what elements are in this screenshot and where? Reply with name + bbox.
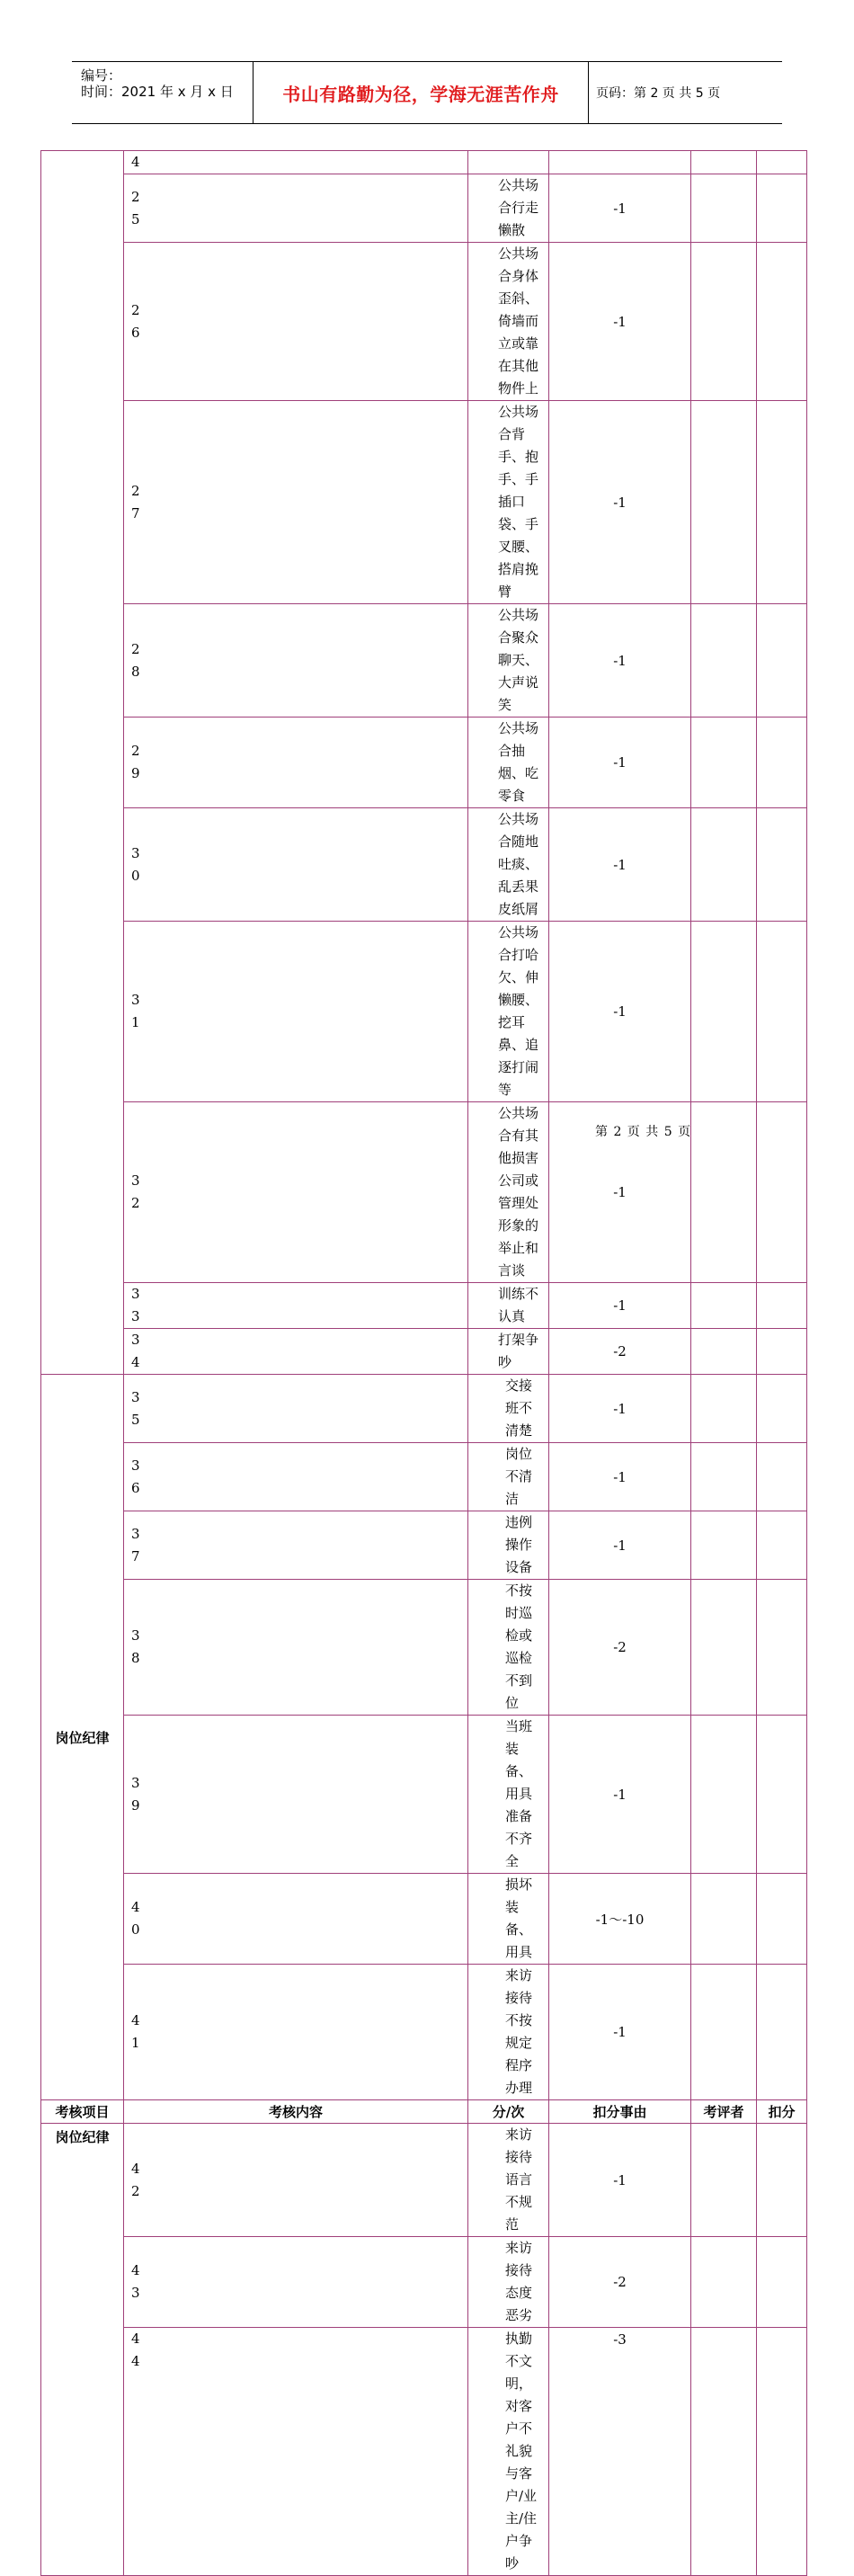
- code-label: 编号：: [81, 67, 122, 84]
- item-number-text: 26: [131, 301, 140, 341]
- reason-cell: [691, 151, 757, 174]
- table-row: [41, 1965, 807, 2100]
- item-content: 公共场合身体歪斜、倚墙而立或靠在其他物件上: [468, 243, 549, 401]
- assessor-cell: [757, 1329, 807, 1375]
- assessor-cell: [757, 174, 807, 243]
- reason-cell: [691, 1329, 757, 1375]
- assessment-table: [40, 150, 807, 2576]
- item-content: 训练不认真: [468, 1283, 549, 1329]
- column-header: 分/次: [468, 2100, 549, 2124]
- item-number: [124, 2124, 468, 2237]
- item-score: -2: [549, 1580, 691, 1716]
- item-number-text: 29: [131, 743, 140, 781]
- assessor-cell: [757, 151, 807, 174]
- item-score: -2: [549, 1329, 691, 1375]
- page-footer: 第 2 页 共 5 页: [595, 1125, 692, 1139]
- item-number: [124, 808, 468, 922]
- item-content: [468, 151, 549, 174]
- assessment-table-body: [41, 151, 807, 2576]
- item-number-text: 30: [131, 844, 140, 884]
- table-row: [41, 1375, 807, 1443]
- table-row: [41, 2328, 807, 2576]
- assessor-cell: [757, 1375, 807, 1443]
- header-meta: [72, 62, 253, 123]
- column-header: 扣分事由: [549, 2100, 691, 2124]
- item-number-text: 28: [131, 640, 140, 680]
- reason-cell: [691, 243, 757, 401]
- item-number: [124, 2328, 468, 2576]
- item-content: 岗位不清洁: [468, 1443, 549, 1511]
- table-row: [41, 922, 807, 1102]
- assessor-cell: [757, 1965, 807, 2100]
- item-score: -1: [549, 922, 691, 1102]
- item-number: [124, 401, 468, 604]
- reason-cell: [691, 2237, 757, 2328]
- item-score: -1: [549, 243, 691, 401]
- item-number-text: 39: [131, 1774, 140, 1814]
- item-score: -1: [549, 1102, 691, 1283]
- table-row: [41, 604, 807, 718]
- item-score: -1: [549, 1283, 691, 1329]
- item-number-text: 32: [131, 1172, 140, 1211]
- item-number: [124, 1511, 468, 1580]
- item-number-text: 33: [131, 1286, 140, 1324]
- item-score: -2: [549, 2237, 691, 2328]
- reason-cell: [691, 604, 757, 718]
- item-content: 公共场合有其他损害公司或管理处形象的举止和言谈: [468, 1102, 549, 1283]
- item-number-text: 40: [131, 1899, 140, 1938]
- item-number-text: 37: [131, 1525, 140, 1564]
- table-row: [41, 401, 807, 604]
- item-content: 公共场合背手、抱手、手插口袋、手叉腰、搭肩挽臂: [468, 401, 549, 604]
- reason-cell: [691, 401, 757, 604]
- table-row: [41, 1716, 807, 1874]
- item-number: [124, 151, 468, 174]
- item-content: 当班装备、用具准备不齐全: [468, 1716, 549, 1874]
- item-content: 来访接待不按规定程序办理: [468, 1965, 549, 2100]
- item-number: [124, 1329, 468, 1375]
- header-motto-cell: [253, 62, 589, 123]
- column-header: 考核内容: [124, 2100, 468, 2124]
- category-cell: 岗位纪律: [41, 1375, 124, 2100]
- motto: 书山有路勤为径，学海无涯苦作舟: [282, 83, 559, 105]
- item-score: -1: [549, 718, 691, 808]
- reason-cell: [691, 1283, 757, 1329]
- assessor-cell: [757, 401, 807, 604]
- table-row: [41, 1283, 807, 1329]
- reason-cell: [691, 174, 757, 243]
- assessor-cell: [757, 1874, 807, 1965]
- item-number: [124, 1580, 468, 1716]
- item-score: -1: [549, 604, 691, 718]
- item-number-text: 27: [131, 482, 140, 521]
- item-number-text: 36: [131, 1457, 140, 1496]
- item-score: [549, 151, 691, 174]
- table-row: [41, 1511, 807, 1580]
- assessor-cell: [757, 718, 807, 808]
- table-row: [41, 1580, 807, 1716]
- reason-cell: [691, 1511, 757, 1580]
- item-content: 来访接待态度恶劣: [468, 2237, 549, 2328]
- item-number-text: 34: [131, 1332, 140, 1370]
- column-header: 考核项目: [41, 2100, 124, 2124]
- item-content: 公共场合抽烟、吃零食: [468, 718, 549, 808]
- item-score: -1: [549, 2124, 691, 2237]
- item-content: 执勤不文明，对客户不礼貌与客户/业主/住户争吵: [468, 2328, 549, 2576]
- page-header: [72, 61, 782, 124]
- item-number: [124, 1874, 468, 1965]
- item-number: [124, 2237, 468, 2328]
- item-content: 公共场合随地吐痰、乱丢果皮纸屑: [468, 808, 549, 922]
- item-content: 损坏装备、用具: [468, 1874, 549, 1965]
- assessor-cell: [757, 243, 807, 401]
- table-row: [41, 151, 807, 174]
- item-number-text: 35: [131, 1388, 140, 1428]
- item-score: -1: [549, 1375, 691, 1443]
- table-row: [41, 2124, 807, 2237]
- assessor-cell: [757, 2124, 807, 2237]
- reason-cell: [691, 1375, 757, 1443]
- header-page-cell: [589, 62, 782, 123]
- item-number-text: 25: [131, 188, 140, 227]
- item-number: [124, 1443, 468, 1511]
- assessor-cell: [757, 922, 807, 1102]
- category-cell: [41, 151, 124, 1375]
- item-score: -1: [549, 401, 691, 604]
- item-number-text: 44: [131, 2331, 140, 2369]
- item-content: 交接班不清楚: [468, 1375, 549, 1443]
- item-number-text: 38: [131, 1627, 140, 1666]
- item-content: 违例操作设备: [468, 1511, 549, 1580]
- item-content: 公共场合打哈欠、伸懒腰、挖耳鼻、追逐打闹等: [468, 922, 549, 1102]
- reason-cell: [691, 1443, 757, 1511]
- table-row: [41, 1329, 807, 1375]
- item-score: -1: [549, 1716, 691, 1874]
- item-score: -1: [549, 174, 691, 243]
- reason-cell: [691, 2328, 757, 2576]
- category-cell: 岗位纪律: [41, 2124, 124, 2576]
- item-score: -3: [549, 2328, 691, 2576]
- reason-cell: [691, 808, 757, 922]
- item-content: 来访接待语言不规范: [468, 2124, 549, 2237]
- assessor-cell: [757, 2328, 807, 2576]
- item-number-text: 4: [131, 154, 140, 170]
- assessor-cell: [757, 1511, 807, 1580]
- column-header-row: [41, 2100, 807, 2124]
- reason-cell: [691, 1965, 757, 2100]
- item-content: 打架争吵: [468, 1329, 549, 1375]
- assessor-cell: [757, 604, 807, 718]
- item-score: -1: [549, 1511, 691, 1580]
- reason-cell: [691, 1874, 757, 1965]
- reason-cell: [691, 2124, 757, 2237]
- table-row: [41, 174, 807, 243]
- table-row: [41, 808, 807, 922]
- column-header: 扣分: [757, 2100, 807, 2124]
- item-number: [124, 243, 468, 401]
- item-number: [124, 1283, 468, 1329]
- item-number: [124, 1716, 468, 1874]
- reason-cell: [691, 922, 757, 1102]
- item-score: -1: [549, 1965, 691, 2100]
- assessor-cell: [757, 2237, 807, 2328]
- table-row: [41, 1874, 807, 1965]
- assessor-cell: [757, 1580, 807, 1716]
- item-score: -1: [549, 808, 691, 922]
- item-number: [124, 718, 468, 808]
- assessor-cell: [757, 1443, 807, 1511]
- item-content: 公共场合聚众聊天、大声说笑: [468, 604, 549, 718]
- item-score: -1: [549, 1443, 691, 1511]
- item-number: [124, 174, 468, 243]
- item-content: 不按时巡检或巡检不到位: [468, 1580, 549, 1716]
- item-number-text: 41: [131, 2012, 140, 2051]
- item-number: [124, 922, 468, 1102]
- assessor-cell: [757, 1283, 807, 1329]
- time-label: 时间：2021 年 x 月 x 日: [81, 84, 234, 100]
- reason-cell: [691, 1716, 757, 1874]
- item-number-text: 43: [131, 2262, 140, 2301]
- item-number-text: 31: [131, 992, 140, 1030]
- assessor-cell: [757, 808, 807, 922]
- table-row: [41, 1443, 807, 1511]
- item-number: [124, 1965, 468, 2100]
- item-number-text: 42: [131, 2160, 140, 2199]
- item-content: 公共场合行走懒散: [468, 174, 549, 243]
- table-row: [41, 718, 807, 808]
- item-number: [124, 1375, 468, 1443]
- item-score: -1～-10: [549, 1874, 691, 1965]
- table-row: [41, 243, 807, 401]
- reason-cell: [691, 1580, 757, 1716]
- column-header: 考评者: [691, 2100, 757, 2124]
- table-row: [41, 2237, 807, 2328]
- reason-cell: [691, 718, 757, 808]
- assessor-cell: [757, 1716, 807, 1874]
- page-indicator: 页码：第 2 页 共 5 页: [596, 86, 721, 101]
- item-number: [124, 604, 468, 718]
